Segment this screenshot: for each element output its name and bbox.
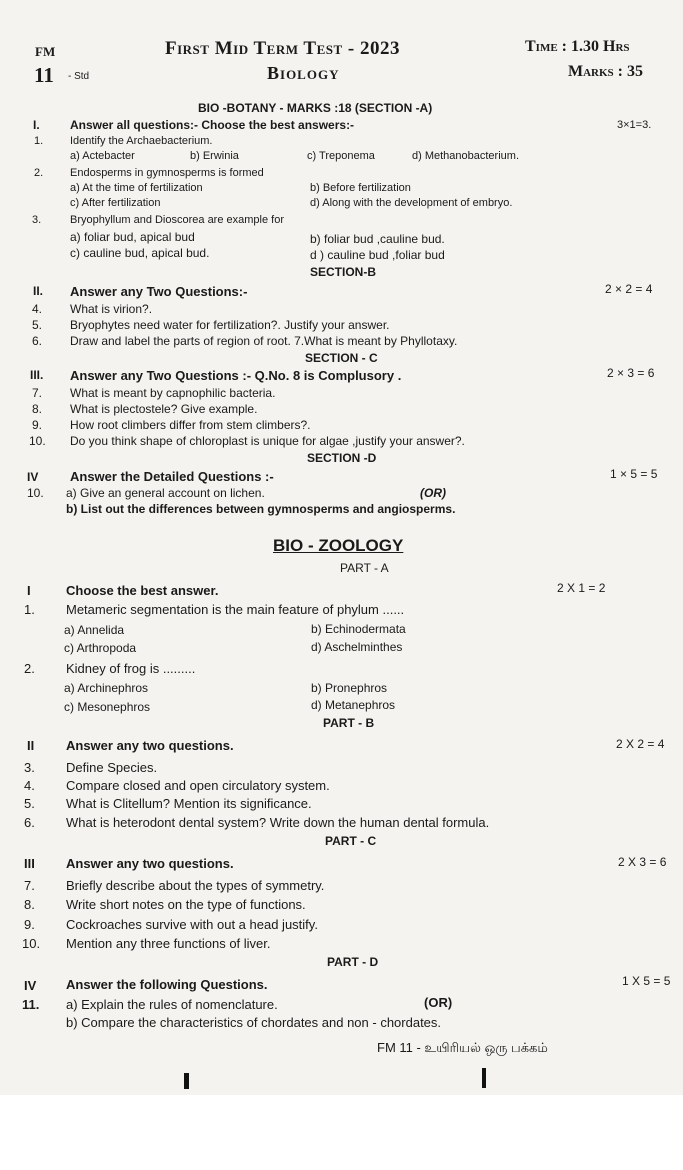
option-b: b) Before fertilization	[310, 182, 411, 194]
exam-title: First Mid Term Test - 2023	[165, 38, 400, 59]
section-number: I	[27, 583, 31, 598]
section-marks: 2 X 1 = 2	[557, 581, 606, 595]
question-text: Identify the Archaebacterium.	[70, 135, 213, 147]
question-text: Metameric segmentation is the main feature of phylum ......	[66, 602, 405, 617]
part-heading: PART - D	[327, 955, 379, 969]
option-c: c) After fertilization	[70, 197, 161, 209]
question-text: What is meant by capnophilic bacteria.	[70, 386, 276, 400]
botany-heading: BIO -BOTANY - MARKS :18 (SECTION -A)	[198, 101, 433, 115]
page-footer: FM 11 - உயிரியல் ஒரு பக்கம்	[377, 1040, 548, 1055]
section-instruction: Answer any two questions.	[66, 856, 234, 871]
subject: Biology	[267, 63, 340, 83]
section-marks: 2 × 3 = 6	[607, 366, 655, 380]
section-heading: SECTION - C	[305, 351, 378, 365]
question-number: 3.	[32, 214, 42, 226]
section-number: III	[24, 856, 35, 871]
option-a: a) At the time of fertilization	[70, 182, 203, 194]
option-d: d) Metanephros	[311, 698, 396, 712]
question-number: 7.	[32, 386, 43, 400]
section-instruction: Answer the following Questions.	[66, 977, 268, 992]
option-a: a) foliar bud, apical bud	[70, 230, 195, 244]
question-text: Endosperms in gymnosperms is formed	[70, 167, 264, 179]
section-number: IV	[24, 978, 37, 993]
section-number: II.	[33, 284, 44, 298]
option-a: a) Give an general account on lichen.	[66, 486, 265, 500]
option-d: d) Along with the development of embryo.	[310, 197, 513, 209]
option-c: c) cauline bud, apical bud.	[70, 246, 210, 260]
question-number: 8.	[32, 402, 43, 416]
section-heading: SECTION -D	[307, 451, 377, 465]
option-a: a) Annelida	[64, 623, 125, 637]
max-marks: Marks : 35	[568, 63, 643, 80]
question-text: Draw and label the parts of region of root. 7.What is meant by Phyllotaxy.	[70, 334, 458, 348]
question-number: 2.	[24, 661, 35, 676]
question-text: What is virion?.	[70, 302, 153, 316]
section-instruction: Answer any Two Questions:-	[70, 284, 248, 299]
section-marks: 3×1=3.	[617, 119, 652, 131]
section-instruction: Answer the Detailed Questions :-	[70, 469, 274, 484]
part-heading: PART - A	[340, 561, 389, 575]
option-a: a) Actebacter	[70, 150, 135, 162]
section-marks: 2 X 3 = 6	[618, 855, 667, 869]
option-b: b) Echinodermata	[311, 622, 406, 636]
question-text: How root climbers differ from stem climbers?.	[70, 418, 311, 432]
or-divider: (OR)	[424, 995, 453, 1010]
question-number: 4.	[32, 302, 43, 316]
option-b: b) Pronephros	[311, 681, 388, 695]
section-marks: 2 × 2 = 4	[605, 282, 653, 296]
section-number: I.	[33, 118, 40, 132]
or-divider: (OR)	[420, 486, 446, 500]
question-text: What is heterodont dental system? Write down the human dental formula.	[66, 815, 490, 830]
option-a: a) Archinephros	[64, 681, 149, 695]
section-number: III.	[30, 368, 44, 382]
option-c: c) Treponema	[307, 150, 375, 162]
question-number: 1.	[34, 135, 44, 147]
exam-time: Time : 1.30 Hrs	[525, 38, 630, 55]
question-number: 10.	[29, 434, 46, 448]
question-text: Mention any three functions of liver.	[66, 936, 271, 951]
part-heading: PART - C	[325, 834, 377, 848]
option-c: c) Mesonephros	[64, 700, 151, 714]
question-number: 9.	[24, 917, 35, 932]
question-number: 10.	[22, 936, 41, 951]
question-text: What is plectostele? Give example.	[70, 402, 258, 416]
question-number: 8.	[24, 897, 35, 912]
school-code: FM	[35, 44, 56, 59]
standard-suffix: - Std	[68, 71, 90, 82]
question-number: 1.	[24, 602, 35, 617]
part-heading: PART - B	[323, 716, 375, 730]
question-number: 10.	[27, 486, 44, 500]
question-number: 6.	[32, 334, 43, 348]
option-b: b) Compare the characteristics of chordates and non - chordates.	[66, 1015, 442, 1030]
question-number: 9.	[32, 418, 43, 432]
question-text: Define Species.	[66, 760, 158, 775]
option-d: d ) cauline bud ,foliar bud	[310, 248, 445, 262]
question-text: Compare closed and open circulatory system.	[66, 778, 330, 793]
question-number: 2.	[34, 167, 44, 179]
section-number: IV	[27, 470, 39, 484]
question-number: 5.	[32, 318, 43, 332]
question-text: Write short notes on the type of functions.	[66, 897, 306, 912]
question-number: 7.	[24, 878, 35, 893]
binding-mark	[184, 1073, 189, 1089]
section-number: II	[27, 738, 35, 753]
question-text: Do you think shape of chloroplast is unique for algae ,justify your answer?.	[70, 434, 465, 448]
section-instruction: Answer all questions:- Choose the best answers:-	[70, 118, 355, 132]
section-heading: SECTION-B	[310, 265, 376, 279]
question-text: Cockroaches survive with out a head justify.	[66, 917, 318, 932]
section-marks: 2 X 2 = 4	[616, 737, 665, 751]
question-number: 6.	[24, 815, 35, 830]
section-instruction: Choose the best answer.	[66, 583, 219, 598]
question-text: Briefly describe about the types of symmetry.	[66, 878, 325, 893]
question-text: Kidney of frog is .........	[66, 661, 196, 676]
binding-mark	[482, 1068, 486, 1088]
section-marks: 1 × 5 = 5	[610, 467, 658, 481]
option-b: b) foliar bud ,cauline bud.	[310, 232, 445, 246]
option-d: d) Methanobacterium.	[412, 150, 519, 162]
standard: 11	[34, 63, 54, 87]
question-text: What is Clitellum? Mention its significance.	[66, 796, 312, 811]
option-d: d) Aschelminthes	[311, 640, 403, 654]
option-b: b) List out the differences between gymnosperms and angiosperms.	[66, 502, 456, 516]
option-b: b) Erwinia	[190, 150, 239, 162]
section-marks: 1 X 5 = 5	[622, 974, 671, 988]
question-number: 4.	[24, 778, 35, 793]
section-instruction: Answer any two questions.	[66, 738, 234, 753]
question-text: Bryophytes need water for fertilization?. Justify your answer.	[70, 318, 390, 332]
option-c: c) Arthropoda	[64, 641, 137, 655]
question-number: 5.	[24, 796, 35, 811]
question-number: 11.	[22, 997, 40, 1012]
section-instruction: Answer any Two Questions :- Q.No. 8 is Complusory .	[70, 368, 402, 383]
option-a: a) Explain the rules of nomenclature.	[66, 997, 278, 1012]
question-number: 3.	[24, 760, 35, 775]
question-text: Bryophyllum and Dioscorea are example for	[70, 214, 284, 226]
zoology-heading: BIO - ZOOLOGY	[273, 536, 404, 555]
